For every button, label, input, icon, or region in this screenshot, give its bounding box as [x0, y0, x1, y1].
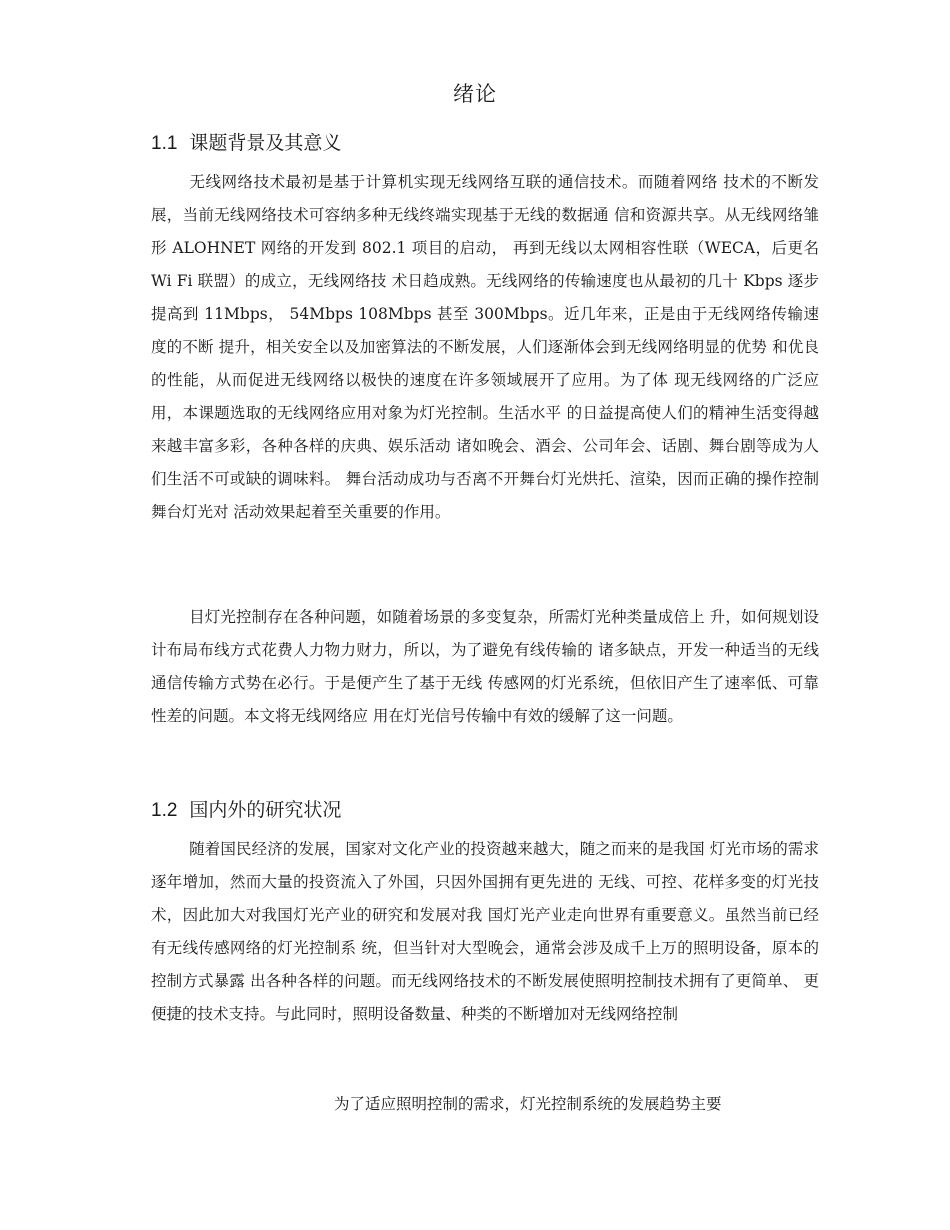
- section-title: 课题背景及其意义: [189, 132, 342, 154]
- section-number: 1.1: [151, 133, 178, 154]
- paragraph-problems: [151, 601, 819, 733]
- paragraph-background: [151, 166, 819, 529]
- paragraph-trend: 为了适应照明控制的需求，灯光控制系统的发展趋势主要: [334, 1095, 722, 1113]
- paragraph-text: 目灯光控制存在各种问题，如随着场景的多变复杂，所需灯光种类量成倍上 升，如何规划设计布局布线方式花费人力物力财力，所以，为了避免有线传输的 诸多缺点，开发一种适当的无线通信传输方式势在必行。于是便产生了基于无线 传感网的灯光系统，但依旧产生了速率低、可靠性差的问题。本文将无线网络应 用在灯光信号传输中有效的缓解了这一问题。: [151, 608, 819, 725]
- document-title: 绪论: [453, 82, 497, 106]
- section-heading-1-2: [151, 797, 341, 824]
- paragraph-text: 随着国民经济的发展，国家对文化产业的投资越来越大，随之而来的是我国 灯光市场的需求逐年增加，然而大量的投资流入了外国，只因外国拥有更先进的 无线、可控、花样多变的灯光技术，因此加大对我国灯光产业的研究和发展对我 国灯光产业走向世界有重要意义。虽然当前已经有无线传感网络的灯光控制系 统，但当针对大型晚会，通常会涉及成千上万的照明设备，原本的控制方式暴露 出各种各样的问题。而无线网络技术的不断发展使照明控制技术拥有了更简单、 更便捷的技术支持。与此同时，照明设备数量、种类的不断增加对无线网络控制: [151, 840, 819, 1023]
- section-heading-1-1: [151, 130, 341, 157]
- paragraph-text: 无线网络技术最初是基于计算机实现无线网络互联的通信技术。而随着网络 技术的不断发展，当前无线网络技术可容纳多种无线终端实现基于无线的数据通 信和资源共享。从无线网络雏形 ALOHNET 网络的开发到 802.1 项目的启动， 再到无线以太网相容性联（WECA，后更名 Wi Fi 联盟）的成立，无线网络技 术日趋成熟。无线网络的传输速度也从最初的几十 Kbps 逐步提高到 11Mbps， 54Mbps 108Mbps 甚至 300Mbps。近几年来，正是由于无线网络传输速度的不断 提升，相关安全以及加密算法的不断发展，人们逐渐体会到无线网络明显的优势 和优良的性能，从而促进无线网络以极快的速度在许多领域展开了应用。为了体 现无线网络的广泛应用，本课题选取的无线网络应用对象为灯光控制。生活水平 的日益提高使人们的精神生活变得越来越丰富多彩，各种各样的庆典、娱乐活动 诸如晚会、酒会、公司年会、话剧、舞台剧等成为人们生活不可或缺的调味料。 舞台活动成功与否离不开舞台灯光烘托、渲染，因而正确的操作控制舞台灯光对 活动效果起着至关重要的作用。: [151, 173, 819, 521]
- paragraph-research-status: [151, 833, 819, 1031]
- section-number: 1.2: [151, 800, 178, 821]
- section-title: 国内外的研究状况: [189, 799, 342, 821]
